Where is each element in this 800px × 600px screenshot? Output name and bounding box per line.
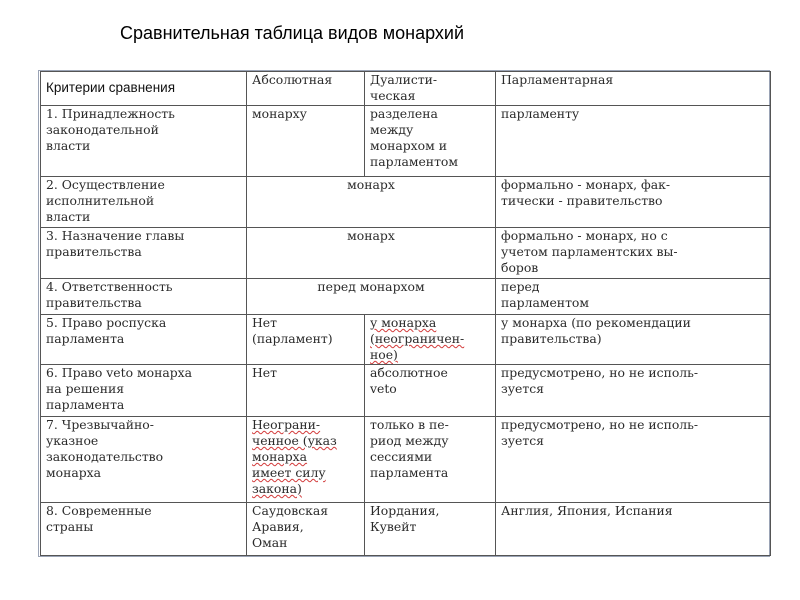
dualistic-cell: у монарха (неограничен- ное) (365, 315, 496, 365)
criterion-cell: 7. Чрезвычайно- указное законодательство монарха (41, 417, 247, 503)
page-title: Сравнительная таблица видов монархий (120, 23, 464, 43)
table-row (41, 106, 771, 177)
parliamentary-cell: формально - монарх, фак- тически - правительство (496, 177, 771, 228)
criterion-cell: 5. Право роспуска парламента (41, 315, 247, 365)
table-row (41, 365, 771, 417)
parliamentary-cell: предусмотрено, но не исполь- зуется (496, 365, 771, 417)
criterion-cell: 4. Ответственность правительства (41, 279, 247, 315)
criterion-cell: 2. Осуществление исполнительной власти (41, 177, 247, 228)
parliamentary-cell: предусмотрено, но не исполь- зуется (496, 417, 771, 503)
merged-cell: монарх (247, 228, 496, 279)
merged-cell: монарх (247, 177, 496, 228)
table-header-row (41, 72, 771, 106)
parliamentary-cell: парламенту (496, 106, 771, 177)
criterion-cell: 3. Назначение главы правительства (41, 228, 247, 279)
table-row (41, 279, 771, 315)
table-row (41, 503, 771, 556)
dualistic-cell: только в пе- риод между сессиями парламента (365, 417, 496, 503)
header-absolute: Абсолютная (247, 72, 365, 106)
table-row (41, 228, 771, 279)
parliamentary-cell: у монарха (по рекомендации правительства) (496, 315, 771, 365)
absolute-cell: монарху (247, 106, 365, 177)
parliamentary-cell: Англия, Япония, Испания (496, 503, 771, 556)
criterion-cell: 6. Право veto монарха на решения парламента (41, 365, 247, 417)
table-row (41, 315, 771, 365)
criterion-cell: 1. Принадлежность законодательной власти (41, 106, 247, 177)
parliamentary-cell: перед парламентом (496, 279, 771, 315)
header-parliamentary: Парламентарная (496, 72, 771, 106)
criterion-cell: 8. Современные страны (41, 503, 247, 556)
dualistic-cell: разделена между монархом и парламентом (365, 106, 496, 177)
absolute-cell: Неограни- ченное (указ монарха имеет силу закона) (247, 417, 365, 503)
comparison-table (40, 71, 771, 556)
absolute-cell: Саудовская Аравия, Оман (247, 503, 365, 556)
absolute-cell: Нет (247, 365, 365, 417)
header-dualistic: Дуалисти- ческая (365, 72, 496, 106)
header-criteria: Критерии сравнения (41, 72, 247, 106)
merged-cell: перед монархом (247, 279, 496, 315)
parliamentary-cell: формально - монарх, но с учетом парламентских вы- боров (496, 228, 771, 279)
table-row (41, 417, 771, 503)
table-row (41, 177, 771, 228)
absolute-cell: Нет (парламент) (247, 315, 365, 365)
dualistic-cell: Иордания, Кувейт (365, 503, 496, 556)
dualistic-cell: абсолютное veto (365, 365, 496, 417)
